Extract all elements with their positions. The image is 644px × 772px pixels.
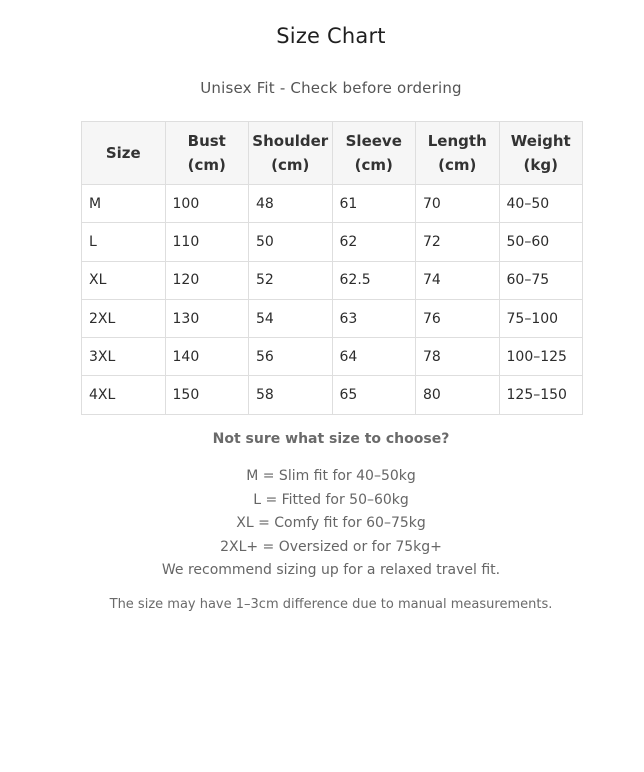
header-bust-label: Bust	[187, 132, 226, 150]
table-cell: 50	[249, 223, 333, 261]
guide-line: L = Fitted for 50–60kg	[253, 491, 409, 508]
table-cell: 140	[165, 338, 249, 376]
table-cell: 40–50	[499, 185, 583, 223]
table-cell: 48	[249, 185, 333, 223]
table-cell: 130	[165, 299, 249, 337]
table-cell: 4XL	[82, 376, 166, 414]
table-row	[82, 223, 583, 261]
header-size	[82, 122, 166, 185]
size-guide	[0, 465, 644, 583]
table-cell: 2XL	[82, 299, 166, 337]
table-cell: 58	[249, 376, 333, 414]
table-cell: 75–100	[499, 299, 583, 337]
table-cell: 65	[332, 376, 416, 414]
table-row	[82, 376, 583, 414]
table-cell: 60–75	[499, 261, 583, 299]
header-size-label: Size	[105, 144, 141, 162]
table-cell: 70	[416, 185, 500, 223]
page-title: Size Chart	[276, 24, 386, 48]
header-bust-unit: (cm)	[187, 156, 226, 174]
header-shoulder-label: Shoulder	[252, 132, 329, 150]
table-cell: 50–60	[499, 223, 583, 261]
page-subtitle: Unisex Fit - Check before ordering	[200, 79, 462, 97]
header-sleeve-unit: (cm)	[354, 156, 393, 174]
header-weight-label: Weight	[510, 132, 571, 150]
header-weight-unit: (kg)	[523, 156, 558, 174]
table-cell: 78	[416, 338, 500, 376]
header-length-unit: (cm)	[438, 156, 477, 174]
header-shoulder	[249, 122, 333, 185]
size-table	[81, 121, 583, 415]
table-cell: L	[82, 223, 166, 261]
table-header-row	[82, 122, 583, 185]
table-cell: 52	[249, 261, 333, 299]
table-cell: 56	[249, 338, 333, 376]
table-row	[82, 261, 583, 299]
guide-line: 2XL+ = Oversized or for 75kg+	[220, 538, 442, 555]
table-cell: M	[82, 185, 166, 223]
table-cell: 63	[332, 299, 416, 337]
header-length-label: Length	[427, 132, 487, 150]
table-cell: 72	[416, 223, 500, 261]
table-cell: 3XL	[82, 338, 166, 376]
table-cell: 150	[165, 376, 249, 414]
table-cell: 120	[165, 261, 249, 299]
table-row	[82, 299, 583, 337]
table-cell: 61	[332, 185, 416, 223]
table-cell: 100	[165, 185, 249, 223]
guide-line: XL = Comfy fit for 60–75kg	[236, 515, 426, 532]
table-cell: 80	[416, 376, 500, 414]
header-bust	[165, 122, 249, 185]
header-sleeve-label: Sleeve	[345, 132, 402, 150]
table-cell: 74	[416, 261, 500, 299]
table-cell: 110	[165, 223, 249, 261]
table-cell: 64	[332, 338, 416, 376]
table-cell: 62	[332, 223, 416, 261]
table-cell: 76	[416, 299, 500, 337]
table-row	[82, 185, 583, 223]
table-cell: 62.5	[332, 261, 416, 299]
header-length	[416, 122, 500, 185]
table-cell: XL	[82, 261, 166, 299]
guide-recommendation: We recommend sizing up for a relaxed travel fit.	[161, 562, 501, 579]
header-shoulder-unit: (cm)	[271, 156, 310, 174]
measurement-note: The size may have 1–3cm difference due to manual measurements.	[109, 597, 553, 612]
table-cell: 54	[249, 299, 333, 337]
help-heading: Not sure what size to choose?	[212, 431, 450, 447]
header-weight	[499, 122, 583, 185]
table-row	[82, 338, 583, 376]
header-sleeve	[332, 122, 416, 185]
guide-line: M = Slim fit for 40–50kg	[246, 468, 416, 484]
table-cell: 125–150	[499, 376, 583, 414]
table-cell: 100–125	[499, 338, 583, 376]
